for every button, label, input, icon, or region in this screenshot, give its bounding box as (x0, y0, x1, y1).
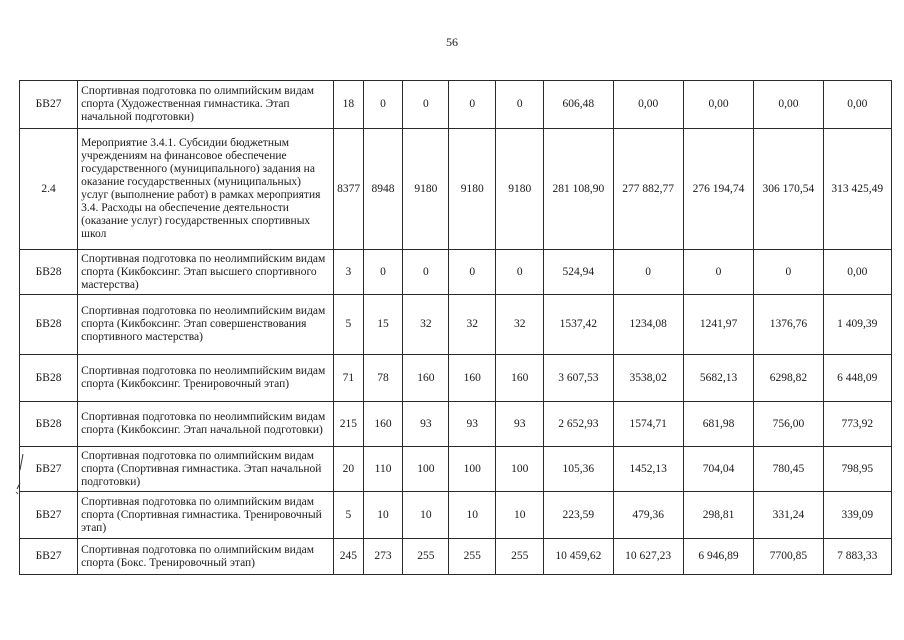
cell-value: 10 627,23 (613, 539, 683, 575)
cell-value: 7 883,33 (823, 539, 891, 575)
cell-value: 160 (449, 355, 496, 402)
row-code: БВ28 (20, 250, 78, 295)
cell-value: 6298,82 (754, 355, 823, 402)
row-code: 2.4 (20, 129, 78, 250)
cell-value: 0,00 (823, 250, 891, 295)
cell-value: 8948 (363, 129, 403, 250)
cell-value: 0,00 (683, 81, 753, 129)
cell-value: 273 (363, 539, 403, 575)
cell-value: 681,98 (683, 402, 753, 447)
cell-value: 704,04 (683, 447, 753, 492)
cell-value: 780,45 (754, 447, 823, 492)
cell-value: 306 170,54 (754, 129, 823, 250)
cell-value: 0 (496, 250, 544, 295)
table-row (20, 447, 892, 492)
cell-value: 93 (403, 402, 449, 447)
cell-value: 0 (754, 250, 823, 295)
cell-value: 110 (363, 447, 403, 492)
cell-value: 10 (496, 492, 544, 539)
cell-value: 0 (403, 250, 449, 295)
row-description: Спортивная подготовка по олимпийским видам спорта (Спортивная гимнастика. Тренировочный этап) (78, 492, 334, 539)
row-code: БВ27 (20, 492, 78, 539)
cell-value: 93 (496, 402, 544, 447)
row-description: Спортивная подготовка по неолимпийским видам спорта (Кикбоксинг. Этап высшего спортивного мастерства) (78, 250, 334, 295)
table-row (20, 81, 892, 129)
row-description: Спортивная подготовка по неолимпийским видам спорта (Кикбоксинг. Тренировочный этап) (78, 355, 334, 402)
cell-value: 0 (363, 250, 403, 295)
cell-value: 32 (496, 295, 544, 355)
cell-value: 0,00 (754, 81, 823, 129)
page-number: 56 (446, 35, 458, 49)
cell-value: 5682,13 (683, 355, 753, 402)
cell-value: 100 (449, 447, 496, 492)
cell-value: 276 194,74 (683, 129, 753, 250)
cell-value: 71 (334, 355, 364, 402)
row-code: БВ28 (20, 355, 78, 402)
cell-value: 773,92 (823, 402, 891, 447)
table-row (20, 250, 892, 295)
cell-value: 20 (334, 447, 364, 492)
cell-value: 10 (403, 492, 449, 539)
table-row (20, 539, 892, 575)
cell-value: 0 (496, 81, 544, 129)
cell-value: 160 (403, 355, 449, 402)
cell-value: 32 (403, 295, 449, 355)
cell-value: 32 (449, 295, 496, 355)
cell-value: 9180 (496, 129, 544, 250)
row-description: Спортивная подготовка по неолимпийским видам спорта (Кикбоксинг. Этап совершенствования спортивного мастерства) (78, 295, 334, 355)
row-description: Спортивная подготовка по неолимпийским видам спорта (Кикбоксинг. Этап начальной подготовки) (78, 402, 334, 447)
cell-value: 255 (496, 539, 544, 575)
cell-value: 255 (449, 539, 496, 575)
cell-value: 1234,08 (613, 295, 683, 355)
cell-value: 281 108,90 (544, 129, 613, 250)
cell-value: 7700,85 (754, 539, 823, 575)
cell-value: 524,94 (544, 250, 613, 295)
cell-value: 223,59 (544, 492, 613, 539)
cell-value: 0 (683, 250, 753, 295)
cell-value: 1537,42 (544, 295, 613, 355)
cell-value: 5 (334, 295, 364, 355)
cell-value: 1241,97 (683, 295, 753, 355)
table-row (20, 492, 892, 539)
cell-value: 0 (449, 250, 496, 295)
row-code: БВ27 (20, 81, 78, 129)
row-code: БВ28 (20, 402, 78, 447)
cell-value: 0 (613, 250, 683, 295)
cell-value: 0,00 (613, 81, 683, 129)
row-description: Мероприятие 3.4.1. Субсидии бюджетным учреждениям на финансовое обеспечение государственного (муниципального) задания на оказание государственных (муниципальных) услуг (выполнение работ) в рамках мероприятия 3.4. Расходы на обеспечение деятельности (оказание услуг) государственных спортивных школ (78, 129, 334, 250)
cell-value: 0,00 (823, 81, 891, 129)
cell-value: 18 (334, 81, 364, 129)
row-code: БВ28 (20, 295, 78, 355)
cell-value: 255 (403, 539, 449, 575)
row-code: БВ27 (20, 539, 78, 575)
cell-value: 277 882,77 (613, 129, 683, 250)
cell-value: 606,48 (544, 81, 613, 129)
cell-value: 1376,76 (754, 295, 823, 355)
cell-value: 798,95 (823, 447, 891, 492)
table-row (20, 355, 892, 402)
cell-value: 6 946,89 (683, 539, 753, 575)
cell-value: 5 (334, 492, 364, 539)
row-description: Спортивная подготовка по олимпийским видам спорта (Художественная гимнастика. Этап начальной подготовки) (78, 81, 334, 129)
cell-value: 93 (449, 402, 496, 447)
budget-table (19, 80, 892, 575)
cell-value: 1574,71 (613, 402, 683, 447)
row-code: БВ27 (20, 447, 78, 492)
cell-value: 10 (449, 492, 496, 539)
cell-value: 3 607,53 (544, 355, 613, 402)
cell-value: 100 (403, 447, 449, 492)
row-description: Спортивная подготовка по олимпийским видам спорта (Бокс. Тренировочный этап) (78, 539, 334, 575)
cell-value: 15 (363, 295, 403, 355)
cell-value: 10 (363, 492, 403, 539)
cell-value: 9180 (449, 129, 496, 250)
cell-value: 756,00 (754, 402, 823, 447)
handwritten-marks (12, 450, 32, 510)
table-row (20, 129, 892, 250)
cell-value: 78 (363, 355, 403, 402)
cell-value: 0 (403, 81, 449, 129)
cell-value: 215 (334, 402, 364, 447)
cell-value: 1 409,39 (823, 295, 891, 355)
cell-value: 6 448,09 (823, 355, 891, 402)
cell-value: 160 (496, 355, 544, 402)
cell-value: 2 652,93 (544, 402, 613, 447)
cell-value: 313 425,49 (823, 129, 891, 250)
cell-value: 339,09 (823, 492, 891, 539)
cell-value: 105,36 (544, 447, 613, 492)
cell-value: 1452,13 (613, 447, 683, 492)
cell-value: 3538,02 (613, 355, 683, 402)
cell-value: 10 459,62 (544, 539, 613, 575)
table-row (20, 295, 892, 355)
table-row (20, 402, 892, 447)
cell-value: 298,81 (683, 492, 753, 539)
cell-value: 331,24 (754, 492, 823, 539)
cell-value: 0 (363, 81, 403, 129)
cell-value: 245 (334, 539, 364, 575)
row-description: Спортивная подготовка по олимпийским видам спорта (Спортивная гимнастика. Этап начальной подготовки) (78, 447, 334, 492)
cell-value: 160 (363, 402, 403, 447)
cell-value: 8377 (334, 129, 364, 250)
cell-value: 479,36 (613, 492, 683, 539)
cell-value: 100 (496, 447, 544, 492)
cell-value: 0 (449, 81, 496, 129)
cell-value: 9180 (403, 129, 449, 250)
cell-value: 3 (334, 250, 364, 295)
